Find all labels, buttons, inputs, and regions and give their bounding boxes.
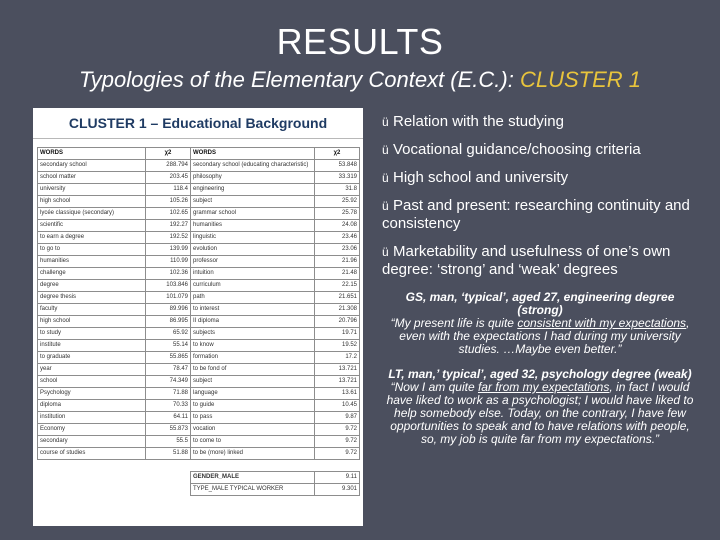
table-cell: to study [38, 328, 146, 340]
table-cell: institute [38, 340, 146, 352]
column-header: WORDS [191, 148, 315, 160]
table-cell: 139.99 [146, 244, 191, 256]
table-cell: to go to [38, 244, 146, 256]
table-cell: intuition [191, 268, 315, 280]
check-icon: ü [382, 199, 389, 213]
table-cell: 102.65 [146, 208, 191, 220]
table-row [38, 184, 360, 196]
quote-body [382, 381, 698, 446]
table-cell: faculty [38, 304, 146, 316]
table-cell: lycée classique (secondary) [38, 208, 146, 220]
table-cell: 89.996 [146, 304, 191, 316]
bullet-item [382, 197, 698, 233]
table-cell: 103.846 [146, 280, 191, 292]
table-row [38, 328, 360, 340]
table-cell: to come to [191, 436, 315, 448]
table-cell: 86.995 [146, 316, 191, 328]
table-cell: year [38, 364, 146, 376]
check-icon: ü [382, 115, 389, 129]
table-cell: institution [38, 412, 146, 424]
table-header-row [38, 148, 360, 160]
right-column [382, 113, 698, 446]
cluster-table-panel [33, 108, 363, 526]
table-cell: evolution [191, 244, 315, 256]
table-cell: 9.301 [315, 484, 360, 496]
table-row [38, 244, 360, 256]
table-row [38, 256, 360, 268]
table-cell: 21.308 [315, 304, 360, 316]
column-header: χ2 [315, 148, 360, 160]
slide-subtitle [0, 66, 720, 94]
table-row [38, 172, 360, 184]
table-cell: 10.45 [315, 400, 360, 412]
quotes [382, 291, 698, 446]
table-cell: language [191, 388, 315, 400]
table-cell: 21.96 [315, 256, 360, 268]
table-cell: Psychology [38, 388, 146, 400]
table-row [38, 388, 360, 400]
table-row [38, 280, 360, 292]
table-cell: humanities [191, 220, 315, 232]
table-row-extra [38, 472, 360, 484]
table-cell: 9.72 [315, 448, 360, 460]
table-cell: 21.48 [315, 268, 360, 280]
table-cell: 64.11 [146, 412, 191, 424]
table-cell: 55.5 [146, 436, 191, 448]
bullet-text: Vocational guidance/choosing criteria [393, 141, 641, 158]
interview-quote [382, 291, 698, 356]
spacer-cell [146, 460, 191, 472]
table-cell: II diploma [191, 316, 315, 328]
table-cell: to be (more) linked [191, 448, 315, 460]
table-cell: 31.8 [315, 184, 360, 196]
table-row [38, 316, 360, 328]
table-cell: 13.721 [315, 376, 360, 388]
table-cell: 118.4 [146, 184, 191, 196]
table-row [38, 412, 360, 424]
table-row [38, 448, 360, 460]
column-header: WORDS [38, 148, 146, 160]
table-cell: secondary school (educating characteristic) [191, 160, 315, 172]
table-cell: 33.319 [315, 172, 360, 184]
bullet-item [382, 113, 698, 131]
table-cell: formation [191, 352, 315, 364]
column-header: χ2 [146, 148, 191, 160]
quote-text: , in fact I would have liked to work as a psychologist; I would have liked to help somebody else. Today, on the contrary, I have few opportunities to speak and to have relations with people, so, my job is quite far from my expectations.” [386, 380, 694, 446]
table-cell: subject [191, 376, 315, 388]
table-cell: grammar school [191, 208, 315, 220]
quote-heading: GS, man, ‘typical’, aged 27, engineering degree (strong) [405, 290, 675, 317]
table-cell: 24.08 [315, 220, 360, 232]
table-cell: philosophy [191, 172, 315, 184]
table-cell: scientific [38, 220, 146, 232]
table-cell: 51.88 [146, 448, 191, 460]
table-cell: TYPE_MALE TYPICAL WORKER [191, 484, 315, 496]
table-cell: 22.15 [315, 280, 360, 292]
table-cell: curriculum [191, 280, 315, 292]
table-row-extra [38, 484, 360, 496]
quote-heading: LT, man,’ typical’, aged 32, psychology degree (weak) [388, 367, 692, 381]
table-row [38, 220, 360, 232]
table-cell: secondary school [38, 160, 146, 172]
quote-text: , even with the expectations I had during my university studies. …Maybe even better.” [399, 316, 690, 356]
table-cell: vocation [191, 424, 315, 436]
table-cell: to pass [191, 412, 315, 424]
table-cell: 17.2 [315, 352, 360, 364]
table-row [38, 208, 360, 220]
bullet-item [382, 243, 698, 279]
table-spacer-row [38, 460, 360, 472]
table-cell: course of studies [38, 448, 146, 460]
slide-title: RESULTS [276, 21, 444, 62]
table-cell: 70.33 [146, 400, 191, 412]
spacer-cell [38, 460, 146, 472]
table-cell: 23.46 [315, 232, 360, 244]
table-cell: 192.27 [146, 220, 191, 232]
table-cell: 110.99 [146, 256, 191, 268]
table-cell: 102.36 [146, 268, 191, 280]
table-cell: 23.06 [315, 244, 360, 256]
table-cell: diploma [38, 400, 146, 412]
table-cell: GENDER_MALE [191, 472, 315, 484]
table-row [38, 196, 360, 208]
table-cell: to earn a degree [38, 232, 146, 244]
subtitle-highlight: CLUSTER 1 [519, 67, 642, 92]
table-cell: 19.71 [315, 328, 360, 340]
table-cell: to guide [191, 400, 315, 412]
table-row [38, 292, 360, 304]
table-cell: high school [38, 196, 146, 208]
bullet-text: Past and present: researching continuity and consistency [382, 197, 690, 232]
table-cell: 55.14 [146, 340, 191, 352]
table-cell: 9.87 [315, 412, 360, 424]
table-cell: humanities [38, 256, 146, 268]
bullet-item [382, 141, 698, 159]
quote-text: “Now I am quite [390, 380, 478, 394]
table-row [38, 424, 360, 436]
table-cell: subject [191, 196, 315, 208]
spacer-cell [315, 460, 360, 472]
table-cell: 9.72 [315, 424, 360, 436]
quote-body [382, 317, 698, 356]
table-cell: path [191, 292, 315, 304]
table-cell: 21.651 [315, 292, 360, 304]
table-row [38, 232, 360, 244]
table-row [38, 340, 360, 352]
table-cell: to interest [191, 304, 315, 316]
table-cell: 65.92 [146, 328, 191, 340]
check-icon: ü [382, 171, 389, 185]
table-cell: 192.52 [146, 232, 191, 244]
table-cell: to be fond of [191, 364, 315, 376]
table-cell: school [38, 376, 146, 388]
table-cell: Economy [38, 424, 146, 436]
table-cell: 101.079 [146, 292, 191, 304]
quote-underlined: consistent with my expectations [517, 316, 687, 330]
table-row [38, 376, 360, 388]
table-cell: school matter [38, 172, 146, 184]
table-cell: 20.796 [315, 316, 360, 328]
table-row [38, 268, 360, 280]
check-icon: ü [382, 245, 389, 259]
table-cell: 13.61 [315, 388, 360, 400]
table-cell: 55.873 [146, 424, 191, 436]
table-row [38, 436, 360, 448]
check-icon: ü [382, 143, 389, 157]
table-cell: 53.848 [315, 160, 360, 172]
table-row [38, 400, 360, 412]
table-cell-empty [146, 472, 191, 484]
table-cell: secondary [38, 436, 146, 448]
table-cell: linguistic [191, 232, 315, 244]
quote-underlined: far from my expectations [477, 380, 610, 394]
table-cell-empty [146, 484, 191, 496]
table-heading: CLUSTER 1 – Educational Background [33, 108, 363, 139]
table-cell: 19.52 [315, 340, 360, 352]
table-cell: subjects [191, 328, 315, 340]
table-row [38, 304, 360, 316]
table-cell: 9.11 [315, 472, 360, 484]
table-cell: 25.78 [315, 208, 360, 220]
words-table [37, 147, 360, 496]
bullet-text: Marketability and usefulness of one’s own degree: ‘strong’ and ‘weak’ degrees [382, 243, 671, 278]
table-cell: to know [191, 340, 315, 352]
interview-quote [382, 368, 698, 446]
bullet-text: High school and university [393, 169, 569, 186]
table-cell: challenge [38, 268, 146, 280]
table-cell-empty [38, 472, 146, 484]
table-cell: 9.72 [315, 436, 360, 448]
table-cell: university [38, 184, 146, 196]
table-cell: engineering [191, 184, 315, 196]
table-cell: degree [38, 280, 146, 292]
bullet-text: Relation with the studying [393, 113, 564, 130]
spacer-cell [191, 460, 315, 472]
table-cell: 74.349 [146, 376, 191, 388]
table-row [38, 364, 360, 376]
table-cell: 13.721 [315, 364, 360, 376]
table-cell: 71.88 [146, 388, 191, 400]
bullet-item [382, 169, 698, 187]
bullet-list [382, 113, 698, 279]
table-cell-empty [38, 484, 146, 496]
quote-text: “My present life is quite [390, 316, 518, 330]
table-cell: 288.794 [146, 160, 191, 172]
table-cell: 55.865 [146, 352, 191, 364]
table-cell: degree thesis [38, 292, 146, 304]
table-row [38, 352, 360, 364]
subtitle-main: Typologies of the Elementary Context (E.C.): [78, 67, 520, 92]
table-row [38, 160, 360, 172]
table-cell: to graduate [38, 352, 146, 364]
table-cell: high school [38, 316, 146, 328]
table-cell: 105.26 [146, 196, 191, 208]
table-cell: 203.45 [146, 172, 191, 184]
table-cell: 25.92 [315, 196, 360, 208]
table-cell: professor [191, 256, 315, 268]
table-cell: 78.47 [146, 364, 191, 376]
